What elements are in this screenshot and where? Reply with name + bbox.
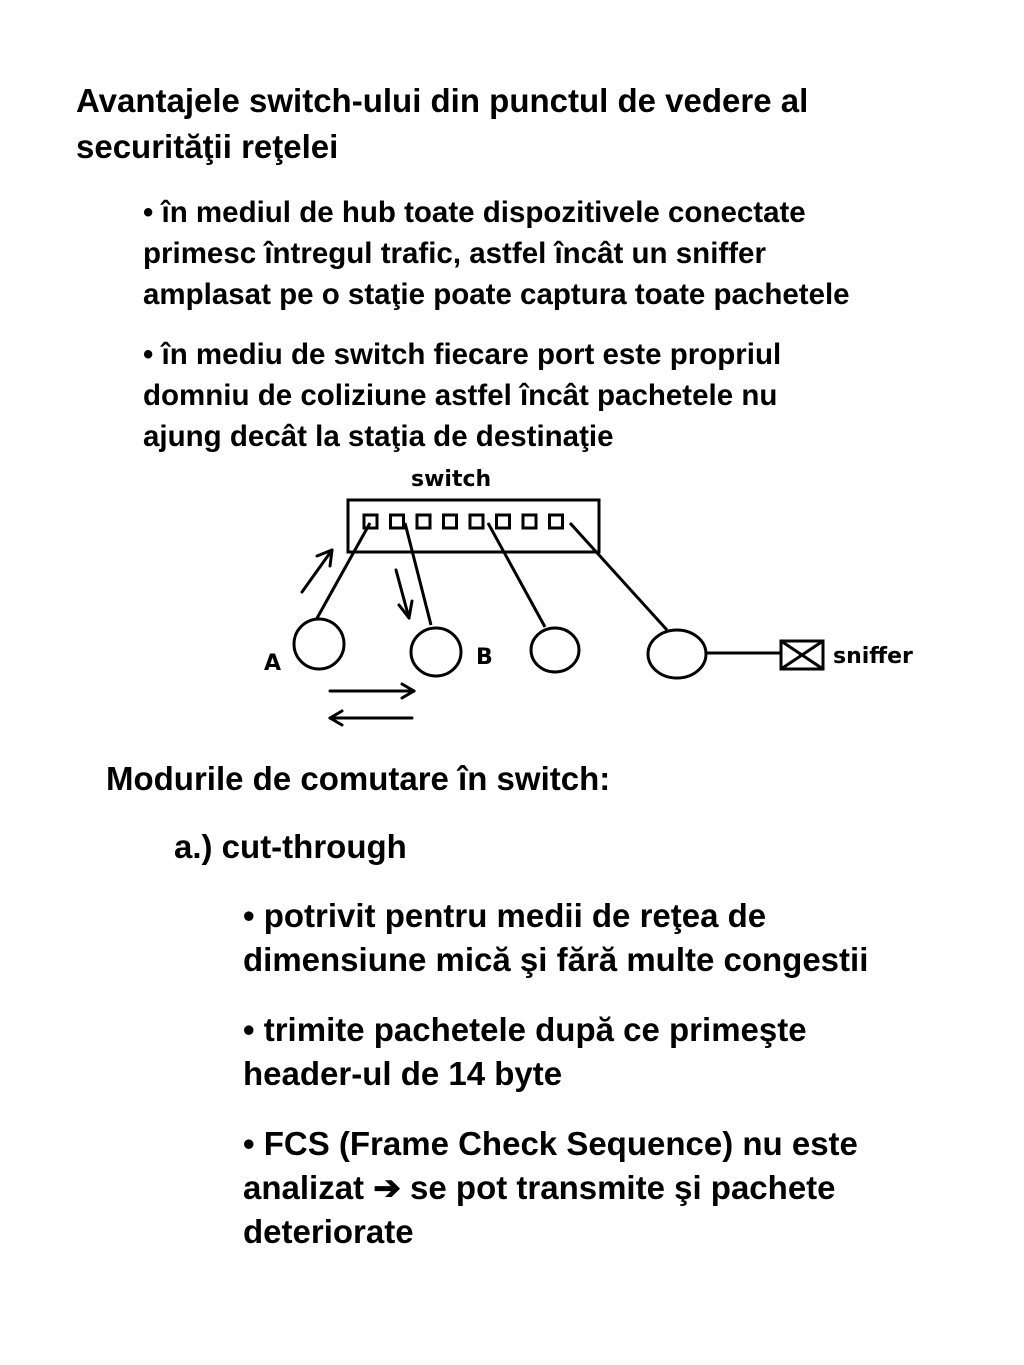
switch-port <box>364 515 377 528</box>
node-a-circle <box>294 619 344 669</box>
switch-port <box>497 515 510 528</box>
switch-port <box>417 515 430 528</box>
arrow-right-icon <box>330 684 414 698</box>
switch-port <box>470 515 483 528</box>
cable-d <box>570 523 667 630</box>
bullet-line: • în mediul de hub toate dispozitivele conectate <box>143 196 806 229</box>
bullet-line: • potrivit pentru medii de reţea de <box>243 897 767 934</box>
node-d-circle <box>648 630 706 678</box>
bullet-line: domniu de coliziune astfel încât pachetele nu <box>143 379 778 412</box>
bullet-line: deteriorate <box>243 1213 414 1250</box>
node-b-label: B <box>476 645 493 670</box>
cable-a <box>316 523 370 620</box>
switch-ports <box>364 515 563 528</box>
switch-port <box>444 515 457 528</box>
bullet-line <box>243 1166 1003 1210</box>
switch-port <box>391 515 404 528</box>
bullet-fcs <box>243 1122 1003 1254</box>
bullet-line: amplasat pe o staţie poate captura toate pachetele <box>143 278 850 311</box>
heading-line: securităţii reţelei <box>76 128 339 165</box>
cable-c <box>488 523 545 627</box>
switch-label: switch <box>411 467 492 492</box>
cable-b <box>405 523 431 625</box>
bullet-line: primesc întregul trafic, astfel încât un sniffer <box>143 237 766 270</box>
bullet-text: se pot transmite şi pachete <box>400 1169 836 1206</box>
node-c-circle <box>531 628 579 672</box>
switch-port <box>523 515 536 528</box>
node-b-circle <box>411 628 461 676</box>
bullet-line: • în mediu de switch fiecare port este propriul <box>143 338 782 371</box>
bullet-line: • FCS (Frame Check Sequence) nu este <box>243 1125 858 1162</box>
arrow-up-icon <box>302 550 332 592</box>
heading-line: Avantajele switch-ului din punctul de vedere al <box>76 82 809 119</box>
sniffer-label: sniffer <box>833 644 913 669</box>
implies-arrow-icon: ➔ <box>373 1169 401 1206</box>
bullet-text: analizat <box>243 1169 374 1206</box>
section-heading-modes: Modurile de comutare în switch: <box>106 760 611 797</box>
arrow-down-icon <box>396 570 412 618</box>
arrow-left-icon <box>330 711 412 725</box>
bullet-line: header-ul de 14 byte <box>243 1055 563 1092</box>
bullet-line: ajung decât la staţia de destinaţie <box>143 420 614 453</box>
bullet-line: • trimite pachetele după ce primeşte <box>243 1011 807 1048</box>
node-a-label: A <box>264 651 282 676</box>
subheading-cut-through: a.) cut-through <box>174 828 407 865</box>
switch-port <box>550 515 563 528</box>
bullet-line: dimensiune mică şi fără multe congestii <box>243 941 869 978</box>
bullet-small-networks <box>243 894 1003 982</box>
bullet-header <box>243 1008 1003 1096</box>
